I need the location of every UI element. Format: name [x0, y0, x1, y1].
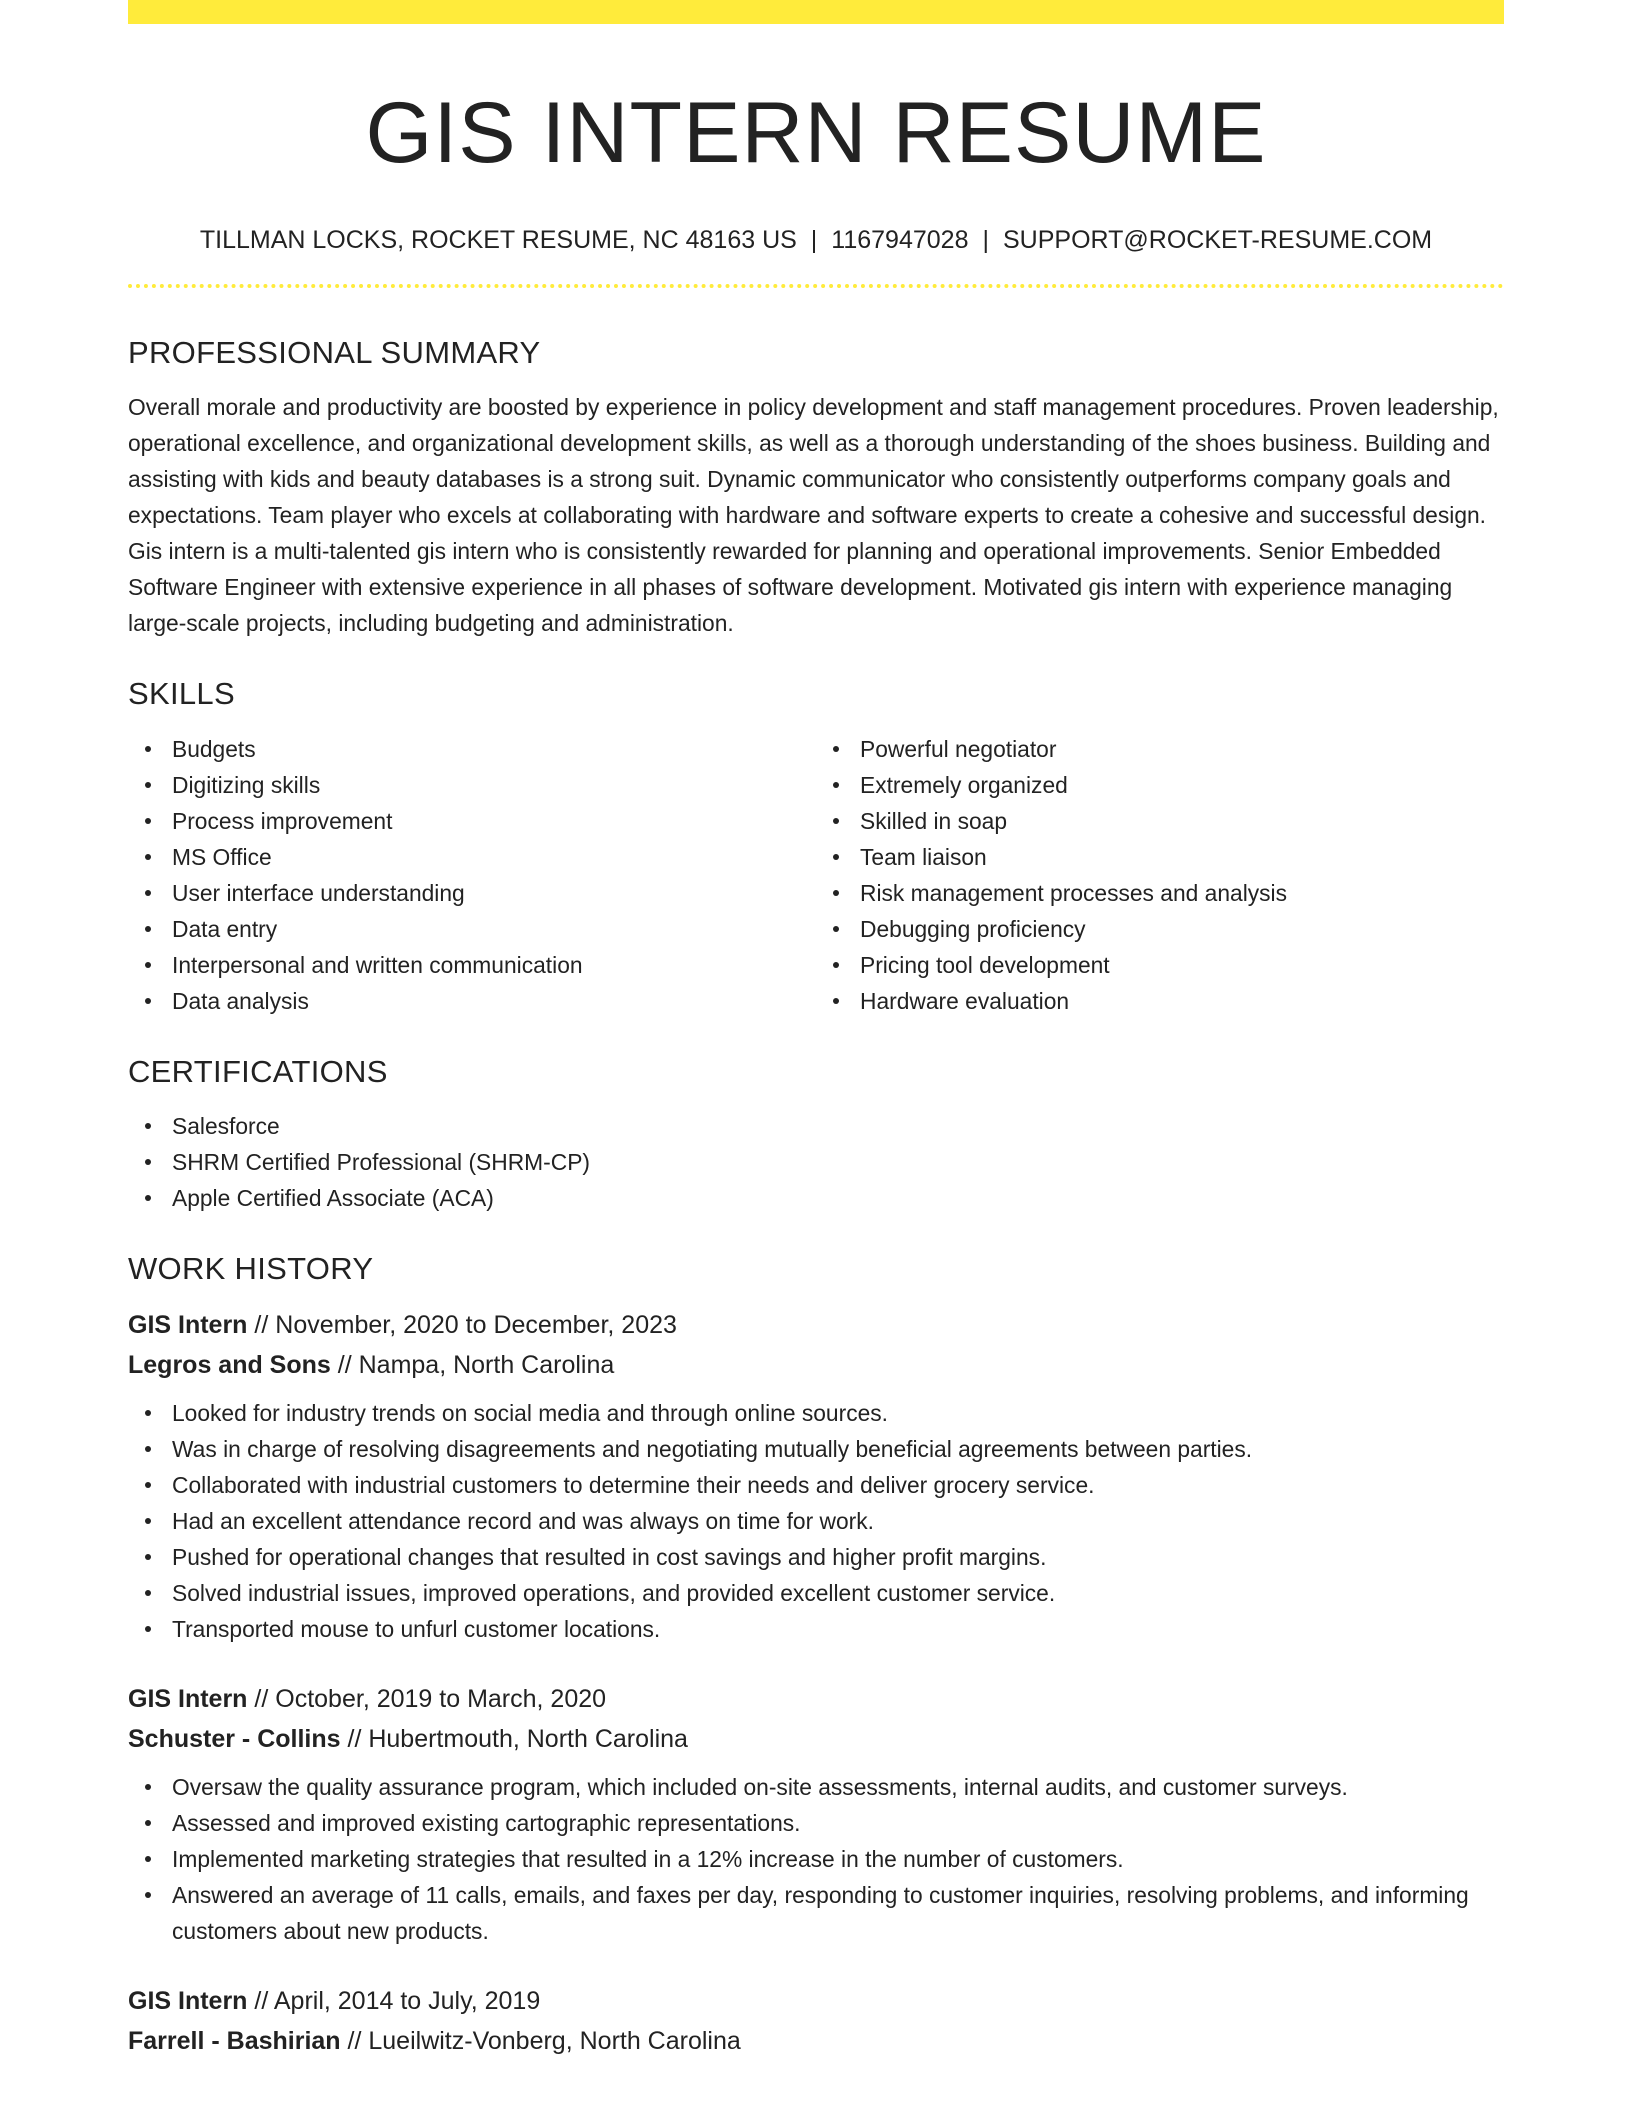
resume-title: GIS INTERN RESUME: [365, 85, 1267, 181]
work-history-section: [128, 1250, 1504, 2061]
job-title: GIS Intern: [128, 1310, 248, 1339]
list-item: Digitizing skills: [172, 767, 816, 803]
list-item: Apple Certified Associate (ACA): [172, 1180, 1504, 1216]
certifications-section: [128, 1053, 1504, 1216]
job-dates: November, 2020 to December, 2023: [275, 1310, 677, 1339]
job-separator: //: [247, 1684, 276, 1713]
work-history-heading: WORK HISTORY: [128, 1250, 374, 1286]
list-item: Data analysis: [172, 983, 816, 1019]
list-item: Had an excellent attendance record and was always on time for work.: [172, 1503, 1504, 1539]
list-item: Salesforce: [172, 1108, 1504, 1144]
job-entry: [128, 1305, 1504, 1647]
job-title-line: [128, 1305, 1504, 1345]
job-separator: //: [340, 2026, 369, 2055]
summary-heading: PROFESSIONAL SUMMARY: [128, 335, 541, 371]
contact-separator: |: [982, 226, 989, 255]
contact-phone: 1167947028: [831, 226, 969, 255]
job-company-line: [128, 1345, 1504, 1385]
work-history-list: [128, 1305, 1504, 2061]
list-item: Transported mouse to unfurl customer locations.: [172, 1611, 1504, 1647]
list-item: Solved industrial issues, improved operations, and provided excellent customer service.: [172, 1575, 1504, 1611]
list-item: Interpersonal and written communication: [172, 947, 816, 983]
job-bullets: [128, 1769, 1504, 1949]
skills-list-right: [816, 731, 1504, 1019]
job-location: Hubertmouth, North Carolina: [368, 1724, 688, 1753]
header-divider: [128, 284, 1504, 288]
job-separator: //: [330, 1350, 359, 1379]
skills-grid: [128, 731, 1504, 1019]
list-item: Debugging proficiency: [860, 911, 1504, 947]
contact-separator: |: [810, 226, 818, 255]
job-entry: [128, 1981, 1504, 2061]
summary-section: [128, 334, 1504, 641]
list-item: Risk management processes and analysis: [860, 875, 1504, 911]
list-item: Oversaw the quality assurance program, which included on-site assessments, internal audits, and customer surveys.: [172, 1769, 1504, 1805]
list-item: Skilled in soap: [860, 803, 1504, 839]
job-title-line: [128, 1679, 1504, 1719]
list-item: Hardware evaluation: [860, 983, 1504, 1019]
job-company-line: [128, 1719, 1504, 1759]
job-bullets: [128, 1395, 1504, 1647]
list-item: Assessed and improved existing cartographic representations.: [172, 1805, 1504, 1841]
list-item: SHRM Certified Professional (SHRM-CP): [172, 1144, 1504, 1180]
job-company-line: [128, 2021, 1504, 2061]
resume-page: [128, 0, 1504, 2093]
list-item: Process improvement: [172, 803, 816, 839]
list-item: User interface understanding: [172, 875, 816, 911]
list-item: Implemented marketing strategies that resulted in a 12% increase in the number of customers.: [172, 1841, 1504, 1877]
list-item: Data entry: [172, 911, 816, 947]
job-title: GIS Intern: [128, 1684, 248, 1713]
job-separator: //: [247, 1310, 276, 1339]
job-dates: April, 2014 to July, 2019: [273, 1986, 541, 2015]
certifications-list: [128, 1108, 1504, 1216]
list-item: Extremely organized: [860, 767, 1504, 803]
skills-heading: SKILLS: [128, 676, 235, 712]
job-location: Lueilwitz-Vonberg, North Carolina: [368, 2026, 741, 2055]
list-item: Team liaison: [860, 839, 1504, 875]
job-location: Nampa, North Carolina: [358, 1350, 615, 1379]
list-item: Looked for industry trends on social media and through online sources.: [172, 1395, 1504, 1431]
skills-column-left: [128, 731, 816, 1019]
job-separator: //: [247, 1986, 274, 2015]
list-item: Pricing tool development: [860, 947, 1504, 983]
skills-list-left: [128, 731, 816, 1019]
job-separator: //: [340, 1724, 369, 1753]
job-title: GIS Intern: [128, 1986, 248, 2015]
list-item: Budgets: [172, 731, 816, 767]
job-company: Legros and Sons: [128, 1350, 331, 1379]
list-item: Collaborated with industrial customers to determine their needs and deliver grocery service.: [172, 1467, 1504, 1503]
contact-address: TILLMAN LOCKS, ROCKET RESUME, NC 48163 US: [199, 226, 797, 255]
job-company: Farrell - Bashirian: [128, 2026, 341, 2055]
top-accent-bar: [128, 0, 1504, 24]
list-item: Pushed for operational changes that resulted in cost savings and higher profit margins.: [172, 1539, 1504, 1575]
skills-section: [128, 675, 1504, 1018]
job-dates: October, 2019 to March, 2020: [275, 1684, 607, 1713]
job-title-line: [128, 1981, 1504, 2021]
job-company: Schuster - Collins: [128, 1724, 341, 1753]
list-item: Was in charge of resolving disagreements and negotiating mutually beneficial agreements between parties.: [172, 1431, 1504, 1467]
list-item: Powerful negotiator: [860, 731, 1504, 767]
list-item: MS Office: [172, 839, 816, 875]
contact-line: [128, 223, 1504, 258]
job-entry: [128, 1679, 1504, 1949]
contact-email: SUPPORT@ROCKET-RESUME.COM: [1002, 226, 1433, 255]
certifications-heading: CERTIFICATIONS: [128, 1053, 388, 1089]
summary-text: Overall morale and productivity are boosted by experience in policy development and staff management procedures. Proven leadership, operational excellence, and organizational development skills, as well as a thorough understanding of the shoes business. Building and assisting with kids and beauty databases is a strong suit. Dynamic communicator who consistently outperforms company goals and expectations. Team player who excels at collaborating with hardware and software experts to create a cohesive and successful design. Gis intern is a multi-talented gis intern who is consistently rewarded for planning and operational improvements. Senior Embedded Software Engineer with extensive experience in all phases of software development. Motivated gis intern with experience managing large-scale projects, including budgeting and administration.: [128, 394, 1499, 637]
list-item: Answered an average of 11 calls, emails, and faxes per day, responding to customer inquiries, resolving problems, and informing customers about new products.: [172, 1877, 1504, 1949]
skills-column-right: [816, 731, 1504, 1019]
